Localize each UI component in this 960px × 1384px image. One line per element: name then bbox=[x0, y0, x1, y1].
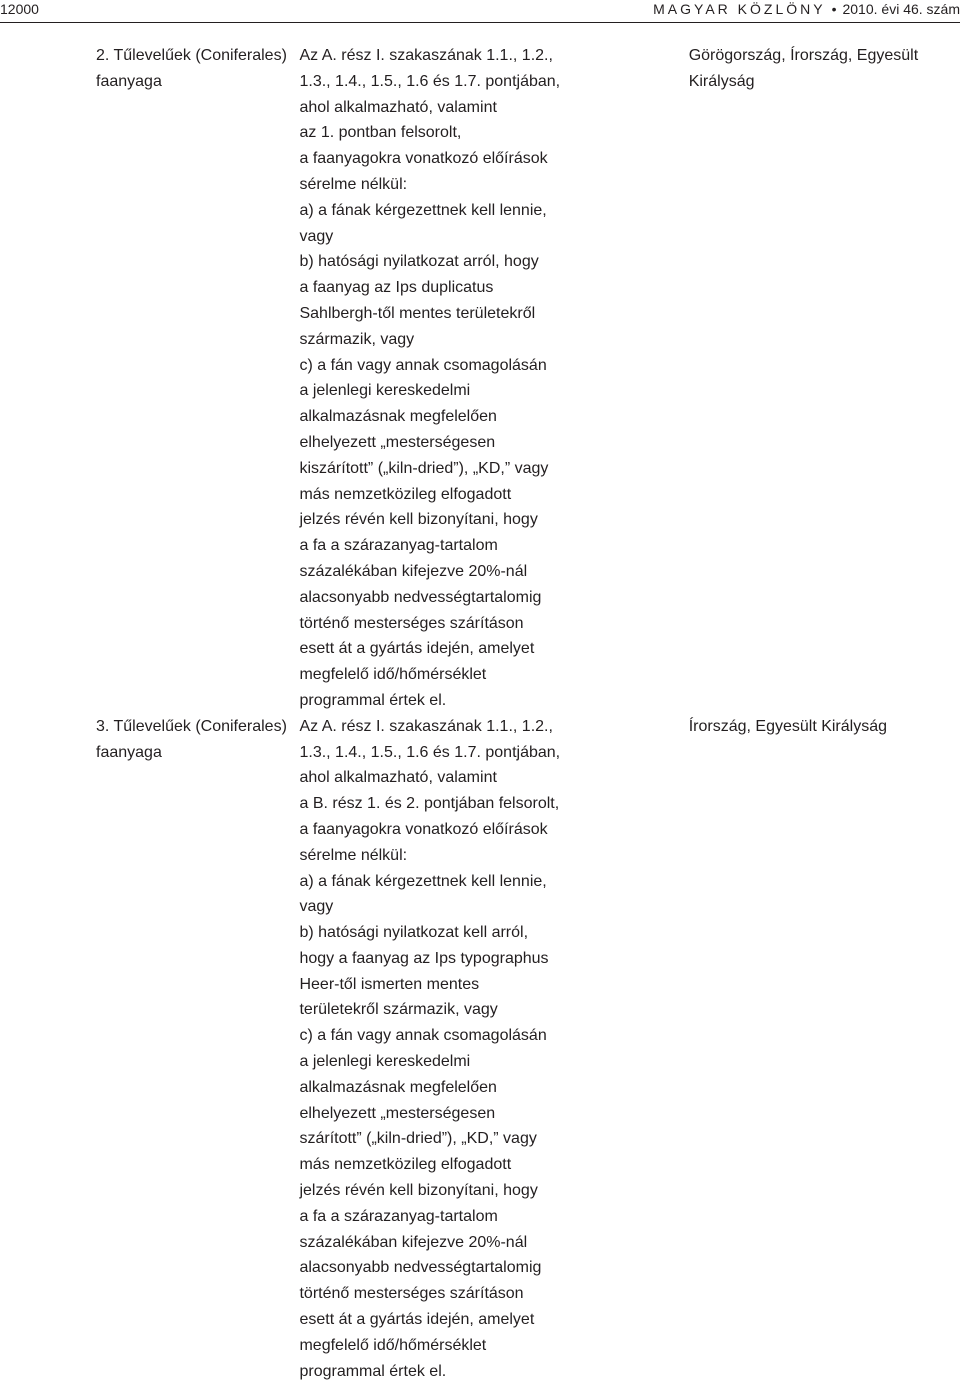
page-number: 12000 bbox=[0, 1, 39, 17]
requirement-cell-line: százalékában kifejezve 20%-nál bbox=[299, 1233, 528, 1251]
requirement-cell-line: a jelenlegi kereskedelmi bbox=[299, 382, 471, 400]
regulation-table bbox=[0, 43, 960, 1384]
countries-cell bbox=[0, 43, 960, 714]
countries-cell bbox=[0, 714, 960, 1384]
requirement-cell-line: Az A. rész I. szakaszának 1.1., 1.2., bbox=[299, 47, 553, 64]
item-cell-line: 2. Tűlevelűek (Coniferales) bbox=[96, 47, 287, 64]
requirement-cell-line: alacsonyabb nedvességtartalomig bbox=[299, 588, 542, 606]
requirement-cell-line: a faanyagokra vonatkozó előírások bbox=[299, 150, 548, 168]
requirement-cell-line: kiszárított” („kiln-dried”), „KD,” vagy bbox=[299, 459, 549, 477]
requirement-cell-line: alkalmazásnak megfelelően bbox=[299, 1078, 497, 1096]
requirement-cell-line: esett át a gyártás idején, amelyet bbox=[299, 1311, 535, 1329]
requirement-cell-line: ahol alkalmazható, valamint bbox=[299, 769, 497, 787]
requirement-cell-line: alkalmazásnak megfelelően bbox=[299, 408, 497, 426]
requirement-cell-line: 1.3., 1.4., 1.5., 1.6 és 1.7. pontjában, bbox=[299, 72, 561, 90]
requirement-cell-line: Az A. rész I. szakaszának 1.1., 1.2., bbox=[299, 717, 553, 735]
countries-cell-line: Királyság bbox=[688, 72, 755, 90]
requirement-cell-line: hogy a faanyag az Ips typographus bbox=[299, 949, 549, 967]
countries-cell-line: Írország, Egyesült Királyság bbox=[688, 717, 888, 735]
requirement-cell-line: b) hatósági nyilatkozat kell arról, bbox=[299, 924, 529, 942]
bullet-separator: • bbox=[831, 1, 837, 17]
requirement-cell-line: a jelenlegi kereskedelmi bbox=[299, 1053, 471, 1071]
requirement-cell-line: megfelelő idő/hőmérséklet bbox=[299, 666, 487, 684]
journal-name: MAGYAR KÖZLÖNY bbox=[653, 1, 826, 17]
requirement-cell-line: sérelme nélkül: bbox=[299, 846, 408, 864]
requirement-cell-line: a B. rész 1. és 2. pontjában felsorolt, bbox=[299, 795, 560, 813]
requirement-cell-line: programmal értek el. bbox=[299, 1362, 447, 1380]
table-row bbox=[0, 43, 960, 714]
page-header bbox=[0, 0, 960, 23]
requirement-cell-line: történő mesterséges szárításon bbox=[299, 614, 524, 632]
requirement-cell-line: a) a fának kérgezettnek kell lennie, bbox=[299, 872, 547, 890]
requirement-cell-line: más nemzetközileg elfogadott bbox=[299, 1156, 512, 1174]
requirement-cell-line: az 1. pontban felsorolt, bbox=[299, 124, 462, 142]
requirement-cell-line: jelzés révén kell bizonyítani, hogy bbox=[299, 1182, 538, 1200]
item-cell-line: 3. Tűlevelűek (Coniferales) bbox=[96, 717, 287, 735]
requirement-cell-line: a faanyag az Ips duplicatus bbox=[299, 279, 494, 297]
item-cell-line: faanyaga bbox=[96, 72, 162, 90]
requirement-cell-line: c) a fán vagy annak csomagolásán bbox=[299, 356, 547, 374]
requirement-cell-line: szárított” („kiln-dried”), „KD,” vagy bbox=[299, 1130, 537, 1148]
requirement-cell-line: vagy bbox=[299, 227, 334, 245]
countries-cell-line: Görögország, Írország, Egyesült bbox=[688, 47, 919, 64]
requirement-cell-line: történő mesterséges szárításon bbox=[299, 1285, 524, 1303]
requirement-cell-line: területekről származik, vagy bbox=[299, 1001, 498, 1019]
requirement-cell-line: b) hatósági nyilatkozat arról, hogy bbox=[299, 253, 539, 271]
table-row bbox=[0, 714, 960, 1384]
requirement-cell-line: a fa a szárazanyag-tartalom bbox=[299, 537, 498, 555]
requirement-cell-line: ahol alkalmazható, valamint bbox=[299, 98, 497, 116]
requirement-cell-line: elhelyezett „mesterségesen bbox=[299, 433, 496, 451]
issue-label: 2010. évi 46. szám bbox=[842, 1, 960, 17]
requirement-cell-line: a faanyagokra vonatkozó előírások bbox=[299, 820, 548, 838]
item-cell-line: faanyaga bbox=[96, 743, 162, 761]
requirement-cell-line: vagy bbox=[299, 898, 334, 916]
requirement-cell-line: sérelme nélkül: bbox=[299, 175, 408, 193]
requirement-cell-line: jelzés révén kell bizonyítani, hogy bbox=[299, 511, 538, 529]
requirement-cell-line: Sahlbergh-től mentes területekről bbox=[299, 304, 536, 322]
requirement-cell-line: származik, vagy bbox=[299, 330, 415, 348]
requirement-cell-line: megfelelő idő/hőmérséklet bbox=[299, 1336, 487, 1354]
requirement-cell-line: esett át a gyártás idején, amelyet bbox=[299, 640, 535, 658]
requirement-cell-line: más nemzetközileg elfogadott bbox=[299, 485, 512, 503]
requirement-cell-line: alacsonyabb nedvességtartalomig bbox=[299, 1259, 542, 1277]
requirement-cell-line: elhelyezett „mesterségesen bbox=[299, 1104, 496, 1122]
requirement-cell-line: 1.3., 1.4., 1.5., 1.6 és 1.7. pontjában, bbox=[299, 743, 561, 761]
requirement-cell-line: c) a fán vagy annak csomagolásán bbox=[299, 1027, 547, 1045]
requirement-cell-line: százalékában kifejezve 20%-nál bbox=[299, 562, 528, 580]
journal-info bbox=[653, 1, 960, 17]
requirement-cell-line: a fa a szárazanyag-tartalom bbox=[299, 1207, 498, 1225]
requirement-cell-line: a) a fának kérgezettnek kell lennie, bbox=[299, 201, 547, 219]
requirement-cell-line: programmal értek el. bbox=[299, 691, 447, 709]
requirement-cell-line: Heer-től ismerten mentes bbox=[299, 975, 480, 993]
